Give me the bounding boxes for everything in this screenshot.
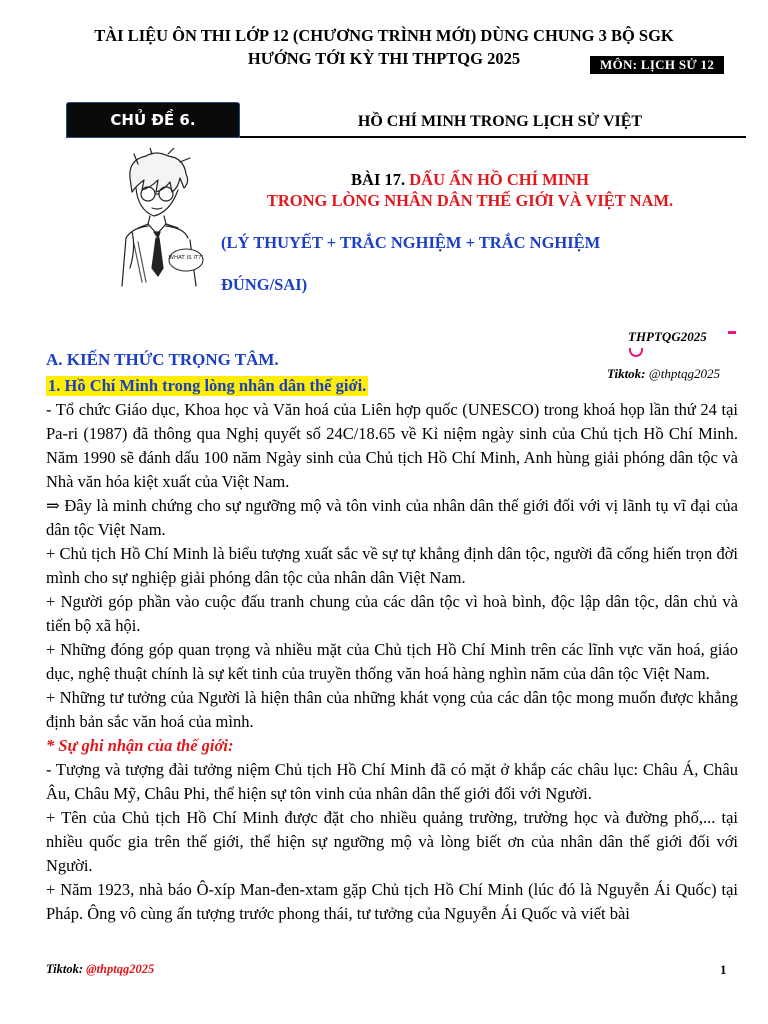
brand-tiktok-label: Tiktok: bbox=[607, 366, 646, 381]
brand-dash-icon bbox=[728, 331, 736, 334]
paragraph: + Tên của Chủ tịch Hồ Chí Minh được đặt cho nhiều quảng trường, trường học và đường phố,... tại nhiều quốc gia trên thế giới, thể hiện sự ngưỡng mộ và lòng biết ơn của nhân dân thế giới đối với Người. bbox=[46, 808, 738, 875]
paragraph: - Tổ chức Giáo dục, Khoa học và Văn hoá của Liên hợp quốc (UNESCO) trong khoá họp lần thứ 24 tại Pa-ri (1987) đã thông qua Nghị quyết số 24C/18.65 về Kỉ niệm ngày sinh của Chủ tịch Hồ Chí Minh. Năm 1990 sẽ đánh dấu 100 năm Ngày sinh của Chủ tịch Hồ Chí Minh, Anh hùng giải phóng dân tộc và Nhà văn hóa kiệt xuất của Việt Nam. bbox=[46, 400, 738, 491]
paragraph: - Tượng và tượng đài tưởng niệm Chủ tịch Hồ Chí Minh đã có mặt ở khắp các châu lục: Châu Á, Châu Âu, Châu Mỹ, Châu Phi, thể hiện sự tôn vinh của nhân dân thế giới đối với Người. bbox=[46, 760, 738, 803]
paragraph: ⇒ Đây là minh chứng cho sự ngưỡng mộ và tôn vinh của nhân dân thế giới đối với vị lãnh tụ vĩ đại của dân tộc Việt Nam. bbox=[46, 496, 738, 539]
illustration-caption: WHAT IS IT?! bbox=[168, 255, 204, 261]
lesson-content-type-line2: ĐÚNG/SAI) bbox=[221, 275, 308, 294]
section-heading: A. KIẾN THỨC TRỌNG TÂM. bbox=[46, 350, 279, 369]
topic-divider bbox=[240, 136, 746, 138]
recognition-heading: * Sự ghi nhận của thế giới: bbox=[46, 736, 234, 755]
brand-name: THPTQG2025 bbox=[628, 329, 707, 344]
lesson-title-line1 bbox=[210, 170, 730, 190]
lesson-title-part1: DẤU ẤN HỒ CHÍ MINH bbox=[409, 170, 589, 189]
footer-tiktok-handle: @thptqg2025 bbox=[86, 962, 155, 976]
topic-title: HỒ CHÍ MINH TRONG LỊCH SỬ VIỆT bbox=[357, 113, 643, 130]
subject-badge: MÔN: LỊCH SỬ 12 bbox=[590, 56, 724, 74]
body-text bbox=[46, 398, 738, 926]
section-subheading: 1. Hồ Chí Minh trong lòng nhân dân thế giới. bbox=[48, 376, 367, 395]
footer-tiktok-label: Tiktok: bbox=[46, 962, 84, 976]
paragraph: + Người góp phần vào cuộc đấu tranh chung của các dân tộc vì hoà bình, độc lập dân tộc, dân chủ và tiến bộ xã hội. bbox=[46, 592, 738, 635]
paragraph: + Năm 1923, nhà báo Ô-xíp Man-đen-xtam gặp Chủ tịch Hồ Chí Minh (lúc đó là Nguyễn Ái Quốc) tại Pháp. Ông vô cùng ấn tượng trước phong thái, tư tưởng của Nguyễn Ái Quốc và viết bài bbox=[46, 880, 738, 923]
footer-tiktok bbox=[46, 962, 154, 977]
anime-boy-illustration bbox=[108, 148, 208, 288]
paragraph: + Những đóng góp quan trọng và nhiều mặt của Chủ tịch Hồ Chí Minh trên các lĩnh vực văn hoá, giáo dục, nghệ thuật chính là sự kết tinh của truyền thống văn hoá hàng nghìn năm của dân tộc Việt Nam. bbox=[46, 640, 738, 683]
lesson-content-type-line1: (LÝ THUYẾT + TRẮC NGHIỆM + TRẮC NGHIỆM bbox=[221, 233, 601, 252]
topic-tab bbox=[66, 102, 240, 138]
lesson-number: BÀI 17. bbox=[351, 170, 406, 189]
brand-tiktok-handle: @thptqg2025 bbox=[648, 366, 720, 381]
brand-cup-icon bbox=[629, 348, 643, 357]
lesson-title-part2: TRONG LÒNG NHÂN DÂN THẾ GIỚI VÀ VIỆT NAM. bbox=[266, 191, 674, 210]
paragraph: + Chủ tịch Hồ Chí Minh là biểu tượng xuất sắc về sự tự khẳng định dân tộc, người đã cống hiến trọn đời mình cho sự nghiệp giải phóng dân tộc của nhân dân Việt Nam. bbox=[46, 544, 738, 587]
page-number: 1 bbox=[720, 962, 727, 977]
document-header-line2: HƯỚNG TỚI KỲ THI THPTQG 2025 bbox=[247, 49, 521, 68]
topic-tab-label: CHỦ ĐỀ 6. bbox=[110, 111, 196, 129]
brand-tiktok bbox=[607, 366, 720, 382]
paragraph: + Những tư tưởng của Người là hiện thân của những khát vọng của các dân tộc mong muốn được khẳng định bản sắc văn hoá của mình. bbox=[46, 688, 738, 731]
document-header-line1: TÀI LIỆU ÔN THI LỚP 12 (CHƯƠNG TRÌNH MỚI) DÙNG CHUNG 3 BỘ SGK bbox=[94, 26, 674, 45]
